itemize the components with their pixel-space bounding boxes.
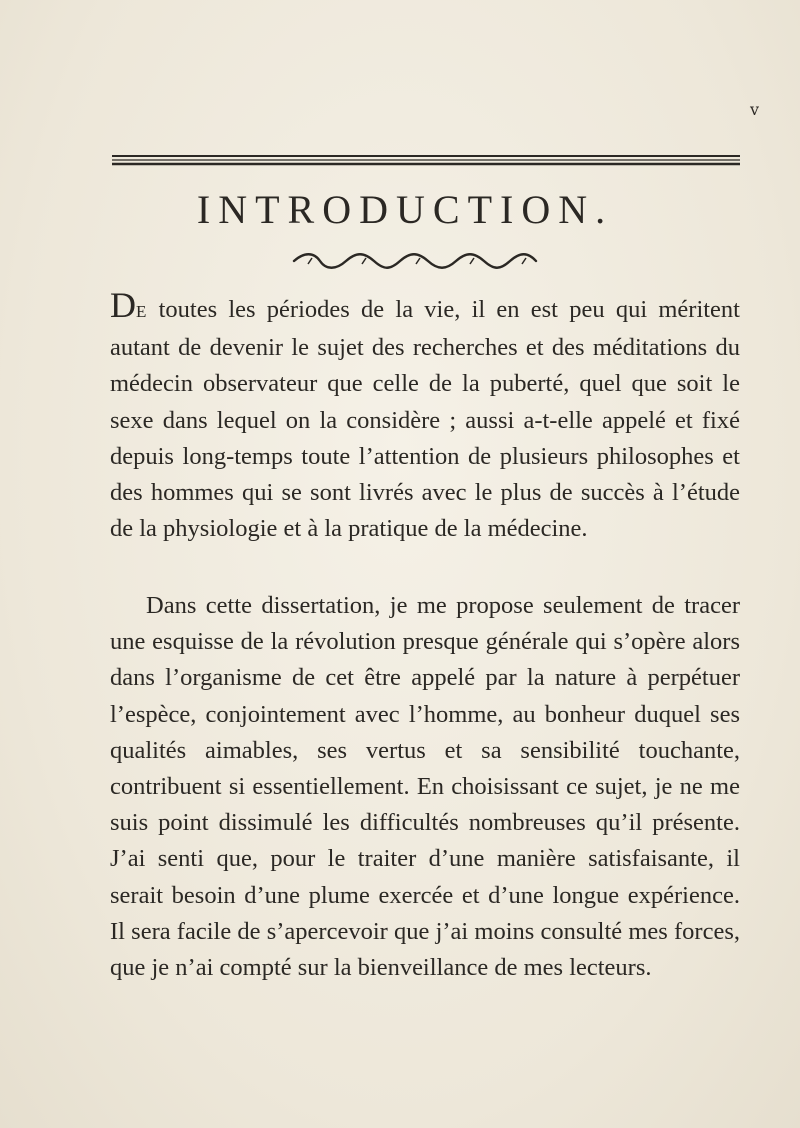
paragraph-2: Dans cette dissertation, je me propose seulement de tracer une esquisse de la révolution presque générale qui s’opère alors dans l’organisme de cet être appelé par la nature à perpétuer l’espèce, conjointement avec l’homme, au bonheur duquel ses qualités aimables, ses vertus et sa sensibilité touchante, contribuent si essentiellement. En choisissant ce sujet, je ne me suis point dissimulé les difficultés nombreuses qu’il présente. J’ai senti que, pour le traiter d’une manière satisfaisante, il serait besoin d’une plume exercée et d’une longue expérience. Il sera facile de s’apercevoir que j’ai moins consulté mes forces, que je n’ai compté sur la bienveillance de mes lecteurs.: [110, 592, 740, 982]
page-title: INTRODUCTION.: [196, 187, 614, 232]
paragraph-1: [110, 285, 740, 547]
ornament-divider: [290, 250, 540, 272]
top-double-rule: [112, 153, 740, 167]
page-number: v: [749, 100, 760, 119]
paragraph-1-text: toutes les périodes de la vie, il en est peu qui méritent autant de devenir le sujet des recherches et des méditations du médecin observateur que celle de la puberté, quel que soit le sexe dans lequel on la considère ; aussi a-t-elle appelé et fixé depuis long-temps toute l’attention de plusieurs philosophes et des hommes qui se sont livrés avec le plus de succès à l’étude de la physiologie et à la pratique de la médecine.: [110, 296, 740, 543]
initial-small-cap: E: [136, 302, 148, 321]
initial-letter: D: [110, 285, 136, 325]
